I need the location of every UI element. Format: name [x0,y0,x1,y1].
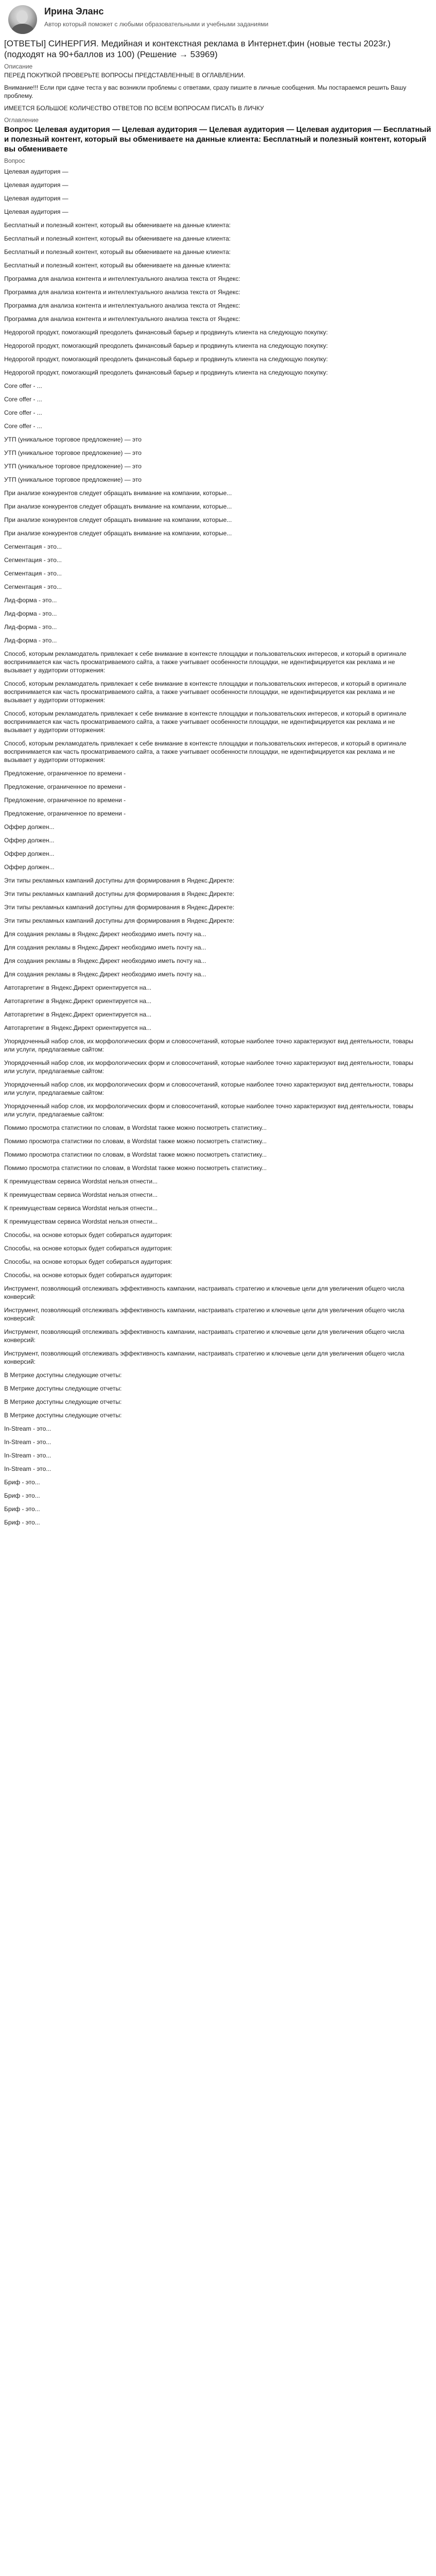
question-item: Лид-форма - это... [4,637,57,644]
description-line: ПЕРЕД ПОКУПКОЙ ПРОВЕРЬТЕ ВОПРОСЫ ПРЕДСТАВЛЕННЫЕ В ОГЛАВЛЕНИИ. [4,72,246,79]
question-item: Core offer - ... [4,396,42,403]
question-item: Инструмент, позволяющий отслеживать эффективность кампании, настраивать стратегию и ключевые цели для увеличения общего числа конверсий: [4,1328,405,1344]
author-name[interactable]: Ирина Эланс [44,6,104,16]
question-item: К преимуществам сервиса Wordstat нельзя отнести... [4,1218,158,1225]
question-item: К преимуществам сервиса Wordstat нельзя отнести... [4,1205,158,1212]
question-item: Для создания рекламы в Яндекс.Директ необходимо иметь почту на... [4,971,206,978]
question-item: Оффер должен... [4,863,55,871]
question-item: В Метрике доступны следующие отчеты: [4,1371,122,1379]
question-item: Целевая аудитория — [4,181,68,189]
question-item: Оффер должен... [4,850,55,857]
question-item: Целевая аудитория — [4,195,68,202]
question-item: Упорядоченный набор слов, их морфологических форм и словосочетаний, которые наиболее точно характеризуют вид деятельности, товары или услуги, предлагаемые сайтом: [4,1059,413,1075]
question-item: Бриф - это... [4,1479,40,1486]
question-item: Бесплатный и полезный контент, который вы обмениваете на данные клиента: [4,235,231,242]
question-item: УТП (уникальное торговое предложение) — это [4,449,142,456]
question-item: Предложение, ограниченное по времени - [4,810,126,817]
question-item: УТП (уникальное торговое предложение) — это [4,476,142,483]
description-line: Внимание!!! Если при сдаче теста у вас возникли проблемы с ответами, сразу пишите в личные сообщения. Мы постараемся решить Вашу проблему. [4,84,407,99]
question-item: Сегментация - это... [4,583,62,590]
author-info [44,4,268,28]
question-item: Способ, которым рекламодатель привлекает к себе внимание в контексте площадки и пользовательских интересов, и который в оригинале воспринимается как часть просматриваемого сайта, а также учитывает особенности площадки, не идентифицируется как реклама и не вызывает у аудитории отторжения: [4,740,407,764]
question-heading: Вопрос Целевая аудитория — Целевая аудитория — Целевая аудитория — Целевая аудитория — Бесплатный и полезный контент, который вы обмениваете на данные клиента: Бесплатный и полезный контент, который вы обмениваете [4,125,431,154]
question-item: Помимо просмотра статистики по словам, в Wordstat также можно посмотреть статистику... [4,1124,267,1131]
question-item: Предложение, ограниченное по времени - [4,796,126,804]
author-avatar[interactable] [8,5,37,34]
question-item: Оффер должен... [4,823,55,831]
question-item: Способ, которым рекламодатель привлекает к себе внимание в контексте площадки и пользовательских интересов, и который в оригинале воспринимается как часть просматриваемого сайта, а также учитывает особенности площадки, не идентифицируется как реклама и не вызывает у аудитории отторжения: [4,650,407,674]
question-item: Для создания рекламы в Яндекс.Директ необходимо иметь почту на... [4,930,206,938]
question-item: Способы, на основе которых будет собираться аудитория: [4,1258,172,1265]
question-item: Лид-форма - это... [4,597,57,604]
question-item: В Метрике доступны следующие отчеты: [4,1412,122,1419]
question-item: Бесплатный и полезный контент, который вы обмениваете на данные клиента: [4,248,231,256]
question-item: Упорядоченный набор слов, их морфологических форм и словосочетаний, которые наиболее точно характеризуют вид деятельности, товары или услуги, предлагаемые сайтом: [4,1081,413,1096]
question-item: Сегментация - это... [4,543,62,550]
question-label: Вопрос [4,157,25,164]
question-item: Недорогой продукт, помогающий преодолеть финансовый барьер и продвинуть клиента на следующую покупку: [4,342,328,349]
question-item: При анализе конкурентов следует обращать внимание на компании, которые... [4,516,232,523]
question-item: Сегментация - это... [4,570,62,577]
question-item: К преимуществам сервиса Wordstat нельзя отнести... [4,1191,158,1198]
description-line: ИМЕЕТСЯ БОЛЬШОЕ КОЛИЧЕСТВО ОТВЕТОВ ПО ВСЕМ ВОПРОСАМ ПИСАТЬ В ЛИЧКУ [4,105,264,112]
question-item: Программа для анализа контента и интеллектуального анализа текста от Яндекс: [4,302,240,309]
question-item: Инструмент, позволяющий отслеживать эффективность кампании, настраивать стратегию и ключевые цели для увеличения общего числа конверсий: [4,1350,405,1365]
question-item: Бриф - это... [4,1505,40,1513]
question-item: Бесплатный и полезный контент, который вы обмениваете на данные клиента: [4,262,231,269]
author-description: Автор который поможет с любыми образовательными и учебными заданиями [44,21,269,28]
question-item: Core offer - ... [4,409,42,416]
question-item: Программа для анализа контента и интеллектуального анализа текста от Яндекс: [4,275,240,282]
question-item: In-Stream - это... [4,1438,51,1446]
question-item: Core offer - ... [4,422,42,430]
question-item: Способы, на основе которых будет собираться аудитория: [4,1231,172,1239]
description-label: Описание [4,63,33,70]
question-item: Лид-форма - это... [4,623,57,631]
question-item: Помимо просмотра статистики по словам, в Wordstat также можно посмотреть статистику... [4,1138,267,1145]
question-item: Способ, которым рекламодатель привлекает к себе внимание в контексте площадки и пользовательских интересов, и который в оригинале воспринимается как часть просматриваемого сайта, а также учитывает особенности площадки, не идентифицируется как реклама и не вызывает у аудитории отторжения: [4,710,407,734]
question-item: Целевая аудитория — [4,208,68,215]
question-item: В Метрике доступны следующие отчеты: [4,1398,122,1405]
question-item: Лид-форма - это... [4,610,57,617]
question-item: Инструмент, позволяющий отслеживать эффективность кампании, настраивать стратегию и ключевые цели для увеличения общего числа конверсий: [4,1285,405,1300]
question-item: Автотаргетинг в Яндекс.Директ ориентируется на... [4,1011,152,1018]
question-item: В Метрике доступны следующие отчеты: [4,1385,122,1392]
question-item: Программа для анализа контента и интеллектуального анализа текста от Яндекс: [4,289,240,296]
question-item: Сегментация - это... [4,556,62,564]
question-item: Бесплатный и полезный контент, который вы обмениваете на данные клиента: [4,222,231,229]
question-item: При анализе конкурентов следует обращать внимание на компании, которые... [4,503,232,510]
question-item: Способы, на основе которых будет собираться аудитория: [4,1272,172,1279]
question-item: Эти типы рекламных кампаний доступны для формирования в Яндекс.Директе: [4,877,235,884]
question-item: Для создания рекламы в Яндекс.Директ необходимо иметь почту на... [4,944,206,951]
question-item: Помимо просмотра статистики по словам, в Wordstat также можно посмотреть статистику... [4,1164,267,1172]
question-item: In-Stream - это... [4,1425,51,1432]
question-item: При анализе конкурентов следует обращать внимание на компании, которые... [4,530,232,537]
question-item: Эти типы рекламных кампаний доступны для формирования в Яндекс.Директе: [4,890,235,897]
question-item: Недорогой продукт, помогающий преодолеть финансовый барьер и продвинуть клиента на следующую покупку: [4,329,328,336]
question-item: Предложение, ограниченное по времени - [4,783,126,790]
question-item: Бриф - это... [4,1519,40,1526]
question-item: Автотаргетинг в Яндекс.Директ ориентируется на... [4,997,152,1005]
question-item: Предложение, ограниченное по времени - [4,770,126,777]
question-item: Эти типы рекламных кампаний доступны для формирования в Яндекс.Директе: [4,917,235,924]
question-item: Недорогой продукт, помогающий преодолеть финансовый барьер и продвинуть клиента на следующую покупку: [4,369,328,376]
toc-label: Оглавление [4,116,39,124]
question-item: Помимо просмотра статистики по словам, в Wordstat также можно посмотреть статистику... [4,1151,267,1158]
question-item: Автотаргетинг в Яндекс.Директ ориентируется на... [4,1024,152,1031]
question-item: Программа для анализа контента и интеллектуального анализа текста от Яндекс: [4,315,240,323]
question-item: Недорогой продукт, помогающий преодолеть финансовый барьер и продвинуть клиента на следующую покупку: [4,355,328,363]
page-title: [ОТВЕТЫ] СИНЕРГИЯ. Медийная и контекстная реклама в Интернет.фин (новые тесты 2023г.) (подходят на 90+баллов из 100) (Решение → 53969) [4,39,391,59]
author-header [4,4,432,34]
question-item: Способы, на основе которых будет собираться аудитория: [4,1245,172,1252]
question-item: Бриф - это... [4,1492,40,1499]
question-item: Упорядоченный набор слов, их морфологических форм и словосочетаний, которые наиболее точно характеризуют вид деятельности, товары или услуги, предлагаемые сайтом: [4,1038,413,1053]
question-item: Способ, которым рекламодатель привлекает к себе внимание в контексте площадки и пользовательских интересов, и который в оригинале воспринимается как часть просматриваемого сайта, а также учитывает особенности площадки, не идентифицируется как реклама и не вызывает у аудитории отторжения: [4,680,407,704]
description-block [4,71,432,112]
question-item: Оффер должен... [4,837,55,844]
question-item: К преимуществам сервиса Wordstat нельзя отнести... [4,1178,158,1185]
question-item: In-Stream - это... [4,1465,51,1472]
question-item: Для создания рекламы в Яндекс.Директ необходимо иметь почту на... [4,957,206,964]
question-item: Core offer - ... [4,382,42,389]
question-item: При анализе конкурентов следует обращать внимание на компании, которые... [4,489,232,497]
question-item: Эти типы рекламных кампаний доступны для формирования в Яндекс.Директе: [4,904,235,911]
question-list [4,167,432,1527]
question-item: УТП (уникальное торговое предложение) — это [4,463,142,470]
question-item: Упорядоченный набор слов, их морфологических форм и словосочетаний, которые наиболее точно характеризуют вид деятельности, товары или услуги, предлагаемые сайтом: [4,1103,413,1118]
question-item: УТП (уникальное торговое предложение) — это [4,436,142,443]
question-item: Инструмент, позволяющий отслеживать эффективность кампании, настраивать стратегию и ключевые цели для увеличения общего числа конверсий: [4,1307,405,1322]
question-item: Автотаргетинг в Яндекс.Директ ориентируется на... [4,984,152,991]
question-item: Целевая аудитория — [4,168,68,175]
question-item: In-Stream - это... [4,1452,51,1459]
